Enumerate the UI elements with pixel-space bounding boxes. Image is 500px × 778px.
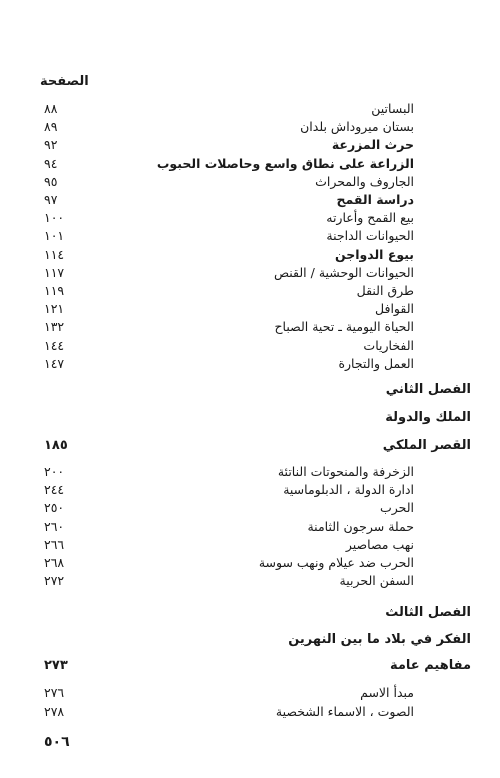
toc-entry-title: الحرب ضد عيلام ونهب سوسة: [258, 555, 414, 570]
toc-entry-title: القوافل: [375, 301, 414, 317]
chapter-3-section-title: مفاهيم عامة: [389, 658, 471, 673]
toc-entry-page: ٢٦٨: [44, 555, 65, 570]
toc-entry-page: ١١٤: [44, 246, 65, 262]
toc-entry: [44, 136, 414, 154]
toc-entry-page: ٩٢: [44, 137, 58, 153]
toc-entry-title: حرث المزرعة: [331, 137, 414, 153]
toc-entry-page: ٢٤٤: [44, 482, 65, 498]
toc-entry-page: ١٤٧: [44, 355, 65, 371]
toc-entry: [44, 684, 414, 702]
toc-entry-page: ٢٥٠: [44, 500, 65, 516]
toc-entry-title: بيوع الدواجن: [334, 246, 414, 262]
toc-entry: [44, 100, 414, 118]
toc-entry: [44, 155, 414, 173]
page-number: ٥٠٦: [44, 734, 70, 750]
toc-entry-title: البساتين: [371, 101, 414, 116]
toc-entry: [44, 463, 414, 481]
toc-entry-page: ٢٦٠: [44, 518, 65, 534]
toc-entry: [44, 481, 414, 499]
chapter-2-subtitle: الملك والدولة: [385, 410, 471, 425]
toc-entry-page: ٢٠٠: [44, 464, 65, 479]
toc-entry-page: ١٠٠: [44, 210, 65, 226]
toc-entry-title: الحيوانات الوحشية / القنص: [273, 264, 414, 280]
toc-entry: [44, 282, 414, 300]
toc-entry-page: ١١٩: [44, 283, 65, 298]
toc-entry-page: ٢٦٦: [44, 536, 65, 552]
toc-entry-page: ٩٤: [44, 155, 58, 171]
toc-entry-title: الحياة اليومية ـ تحية الصباح: [274, 319, 414, 335]
toc-entry-title: الحيوانات الداجنة: [326, 228, 414, 244]
toc-entry: [44, 554, 414, 572]
toc-entry-title: الحرب: [379, 500, 414, 516]
chapter-2-section-title: القصر الملكي: [382, 438, 471, 453]
page-column-header: الصفحة: [40, 74, 89, 89]
toc-entry-page: ٢٧٨: [44, 704, 65, 719]
toc-entry-title: الزراعة على نطاق واسع وحاصلات الحبوب: [156, 155, 414, 171]
toc-entry-title: مبدأ الاسم: [360, 685, 414, 700]
toc-entry-title: حملة سرجون الثامنة: [307, 518, 414, 534]
toc-entry-page: ٢٧٦: [44, 685, 65, 700]
toc-entry: [44, 318, 414, 336]
chapter-3-subtitle: الفكر في بلاد ما بين النهرين: [288, 632, 471, 647]
toc-entry: [44, 572, 414, 590]
toc-entry: [44, 209, 414, 227]
toc-entry: [44, 518, 414, 536]
toc-entry-page: ١٤٤: [44, 337, 65, 353]
chapter-2-section-page: ١٨٥: [44, 438, 68, 453]
toc-entry-page: ١٠١: [44, 228, 65, 244]
toc-entry: [44, 227, 414, 245]
toc-entry-title: الزخرفة والمنحوتات الناتئة: [277, 464, 414, 479]
toc-entry-title: بيع القمح وأعارته: [326, 210, 414, 226]
toc-entry-title: العمل والتجارة: [338, 355, 414, 371]
toc-entry-page: ٩٧: [44, 192, 58, 207]
toc-entry-page: ١١٧: [44, 264, 65, 280]
toc-entry-page: ٨٩: [44, 119, 58, 135]
toc-entry-title: نهب مصاصير: [345, 536, 414, 552]
toc-entry-page: ٨٨: [44, 101, 58, 116]
toc-entry: [44, 118, 414, 136]
toc-entry: [44, 355, 414, 373]
toc-entry-title: الفخاريات: [363, 337, 414, 353]
toc-entry-page: ١٣٢: [44, 319, 65, 335]
toc-entry: [44, 499, 414, 517]
toc-entry-title: الصوت ، الاسماء الشخصية: [275, 704, 414, 719]
chapter-3-section-page: ٢٧٣: [44, 658, 68, 673]
chapter-2-label: الفصل الثاني: [385, 382, 471, 397]
toc-entry-title: السفن الحربية: [339, 573, 414, 589]
toc-entry: [44, 246, 414, 264]
toc-entry-title: دراسة القمح: [336, 192, 414, 207]
chapter-3-label: الفصل الثالث: [385, 605, 471, 620]
toc-entry-page: ٢٧٢: [44, 573, 65, 589]
toc-entry-page: ٩٥: [44, 173, 58, 189]
toc-entry-title: ادارة الدولة ، الدبلوماسية: [283, 482, 414, 498]
toc-entry-title: الجاروف والمحراث: [315, 173, 414, 189]
toc-entry: [44, 536, 414, 554]
toc-entry-page: ١٢١: [44, 301, 65, 317]
toc-entry: [44, 173, 414, 191]
toc-entry: [44, 703, 414, 721]
toc-entry-title: بستان ميروداش بلدان: [300, 119, 414, 135]
toc-entry: [44, 300, 414, 318]
toc-entry: [44, 337, 414, 355]
toc-entry-title: طرق النقل: [356, 283, 414, 298]
toc-entry: [44, 264, 414, 282]
toc-entry: [44, 191, 414, 209]
